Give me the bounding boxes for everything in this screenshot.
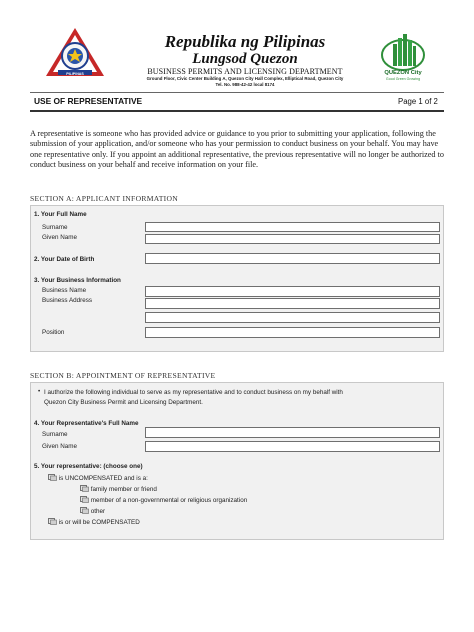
section-a-heading: SECTION A: APPLICANT INFORMATION (30, 194, 179, 203)
business-address-input-line2[interactable] (145, 312, 440, 323)
title-top-rule (30, 92, 444, 93)
right-logo-tagline: Good Green Growing (385, 77, 421, 81)
option-compensated-label: is or will be COMPENSATED (58, 519, 140, 526)
rep-surname-label: Surname (42, 431, 68, 438)
rep-surname-input[interactable] (145, 427, 440, 438)
sub-option-family-label: family member or friend (90, 486, 157, 493)
option-uncompensated[interactable] (48, 474, 148, 482)
page-indicator: Page 1 of 2 (398, 97, 438, 106)
given-name-input[interactable] (145, 234, 440, 244)
position-label: Position (42, 329, 65, 336)
right-logo-text: QUEZON City (384, 70, 422, 76)
sub-option-member[interactable] (80, 496, 247, 504)
authorize-statement-line1: I authorize the following individual to serve as my representative and to conduct business on my behalf with (44, 389, 343, 396)
question-representative-name: 4. Your Representative's Full Name (34, 420, 139, 427)
question-business-info: 3. Your Business Information (34, 277, 121, 284)
sub-option-family[interactable] (80, 485, 157, 493)
given-name-label: Given Name (42, 234, 77, 241)
authorize-statement-line2: Quezon City Business Permit and Licensing Department. (44, 399, 203, 406)
surname-label: Surname (42, 224, 68, 231)
question-date-of-birth: 2. Your Date of Birth (34, 256, 95, 263)
position-input[interactable] (145, 327, 440, 338)
header-title-city: Lungsod Quezon (192, 51, 298, 67)
business-address-label: Business Address (42, 297, 93, 304)
date-of-birth-input[interactable] (145, 253, 440, 264)
sub-option-other[interactable] (80, 507, 105, 515)
checkbox-icon[interactable] (80, 485, 89, 492)
checkbox-icon[interactable] (48, 474, 57, 481)
authorize-bullet: • (38, 388, 41, 395)
rep-given-name-input[interactable] (145, 441, 440, 452)
sub-option-other-label: other (90, 508, 106, 515)
checkbox-icon[interactable] (80, 496, 89, 503)
option-uncompensated-label: is UNCOMPENSATED and is a: (58, 475, 148, 482)
seal-ring-text: PILIPINAS (66, 72, 84, 76)
header-address: Ground Floor, Civic Center Building A, Quezon City Hall Complex, Elliptical Road, Quezon City (146, 76, 344, 81)
sub-option-member-label: member of a non-governmental or religious organization (90, 497, 248, 504)
checkbox-icon[interactable] (48, 518, 57, 525)
question-full-name: 1. Your Full Name (34, 211, 87, 218)
business-address-input-line1[interactable] (145, 298, 440, 309)
question-representative-type: 5. Your representative: (choose one) (34, 463, 143, 470)
header-title-country: Republika ng Pilipinas (164, 32, 326, 51)
option-compensated[interactable] (48, 518, 140, 526)
business-name-input[interactable] (145, 286, 440, 297)
business-name-label: Business Name (42, 287, 87, 294)
quezon-city-logo-icon (378, 30, 428, 72)
section-b-heading: SECTION B: APPOINTMENT OF REPRESENTATIVE (30, 371, 216, 380)
rep-given-name-label: Given Name (42, 443, 77, 450)
header-telephone: Tel. No. 988-42-42 local 8174 (215, 82, 275, 87)
surname-input[interactable] (145, 222, 440, 232)
form-title: USE OF REPRESENTATIVE (34, 96, 143, 106)
header-department: BUSINESS PERMITS AND LICENSING DEPARTMENT (147, 67, 343, 76)
intro-paragraph: A representative is someone who has provided advice or guidance to you prior to submitting your application, following the submission of your application, and/or someone who has your permission to conduct business on your behalf. You may have one representative only. If you appoint an additional representative, the previous representative will no longer be authorized to conduct business on your behalf and receive information on your file. (30, 129, 444, 170)
checkbox-icon[interactable] (80, 507, 89, 514)
title-bottom-rule (30, 110, 444, 112)
